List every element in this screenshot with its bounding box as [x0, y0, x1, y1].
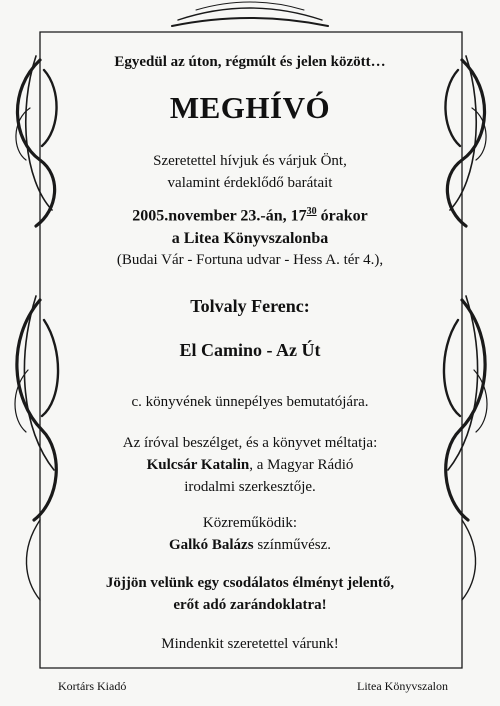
talk-person-line — [60, 454, 440, 476]
intro-line-2: valamint érdeklődő barátait — [167, 175, 333, 191]
venue-name: a Litea Könyvszalonba — [171, 230, 329, 247]
performer-block — [60, 512, 440, 556]
tagline: Egyedül az úton, régmúlt és jelen között… — [114, 54, 386, 70]
talk-person-name: Kulcsár Katalin — [146, 457, 250, 473]
farewell-text: Mindenkit szeretettel várunk! — [161, 636, 339, 652]
footer-publisher: Kortárs Kiadó — [58, 679, 127, 693]
talk-line: Az íróval beszélget, és a könyvet méltatja: — [122, 435, 378, 451]
talk-role-line-2: irodalmi szerkesztője. — [184, 479, 316, 495]
page-title: MEGHÍVÓ — [169, 90, 331, 125]
event-date-tail: órakor — [316, 207, 368, 225]
closing-line-2: erőt adó zarándoklatra! — [173, 597, 327, 613]
intro-text — [60, 150, 440, 194]
performer-label: Közreműködik: — [202, 515, 298, 531]
closing-line-1: Jöjjön velünk egy csodálatos élményt jelentő, — [105, 575, 395, 591]
author-name: Tolvaly Ferenc: — [190, 296, 310, 316]
talk-role: , a Magyar Rádió — [249, 457, 354, 473]
closing-text — [60, 572, 440, 616]
book-title: El Camino - Az Út — [179, 340, 321, 360]
performer-name: Galkó Balázs — [168, 537, 254, 553]
performer-role: színművész. — [253, 537, 332, 553]
event-date-main: 2005.november 23.-án, 17 — [132, 207, 307, 225]
event-date — [60, 206, 440, 225]
venue-address: (Budai Vár - Fortuna udvar - Hess A. tér 4.), — [116, 252, 384, 268]
performer-line — [60, 534, 440, 556]
event-time-minutes: 30 — [306, 206, 317, 217]
footer-venue: Litea Könyvszalon — [357, 679, 448, 693]
talk-block — [60, 432, 440, 498]
occasion-text: c. könyvének ünnepélyes bemutatójára. — [131, 394, 369, 410]
intro-line-1: Szeretettel hívjuk és várjuk Önt, — [153, 153, 347, 169]
